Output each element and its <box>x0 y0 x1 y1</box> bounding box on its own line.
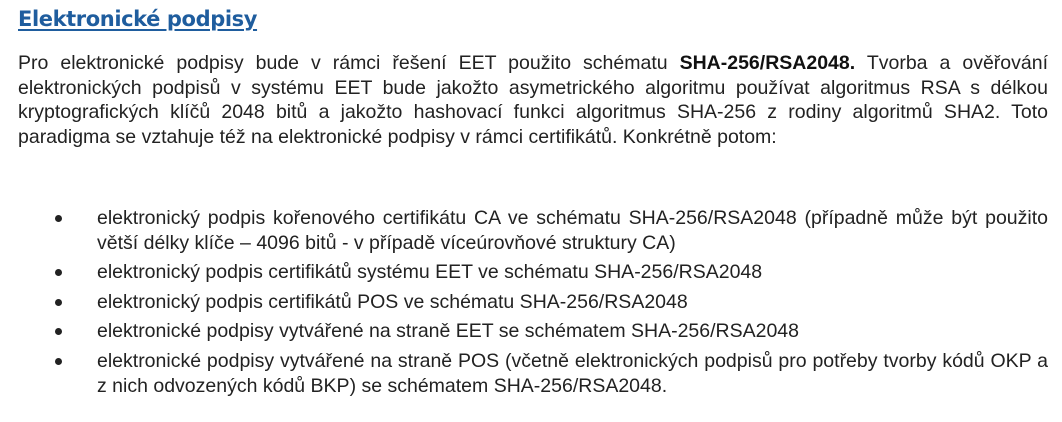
bullet-item-eet-certificates <box>0 260 1048 285</box>
bullet-item-root-ca <box>0 206 1048 255</box>
bullet-dot-icon <box>55 328 62 335</box>
intro-text-start: Pro elektronické podpisy bude v rámci řešení EET použito schématu <box>18 52 680 74</box>
bullet-item-eet-signatures <box>0 319 1048 344</box>
bullet-item-pos-certificates <box>0 290 1048 315</box>
bullet-dot-icon <box>55 299 62 306</box>
bullet-text: elektronické podpisy vytvářené na straně POS (včetně elektronických podpisů pro potřeby tvorby kódů OKP a z nich odvozených kódů BKP) se schématem SHA-256/RSA2048. <box>97 349 1048 397</box>
bullet-item-pos-signatures <box>0 349 1048 398</box>
bullet-dot-icon <box>55 215 62 222</box>
bullet-text: elektronický podpis certifikátů systému EET ve schématu SHA-256/RSA2048 <box>97 261 763 284</box>
bullet-text: elektronický podpis certifikátů POS ve schématu SHA-256/RSA2048 <box>97 290 688 313</box>
section-heading: Elektronické podpisy <box>18 7 258 31</box>
bullet-text: elektronický podpis kořenového certifikátu CA ve schématu SHA-256/RSA2048 (případně může být použito větší délky klíče – 4096 bitů - v případě víceúrovňové struktury CA) <box>97 207 1048 254</box>
bullet-text: elektronické podpisy vytvářené na straně EET se schématem SHA-256/RSA2048 <box>97 320 799 343</box>
intro-paragraph <box>18 51 1048 149</box>
bullet-dot-icon <box>55 358 62 365</box>
bullet-dot-icon <box>55 269 62 276</box>
intro-text-end: Tvorba a ověřování elektronických podpisů v systému EET bude jakožto asymetrického algoritmu používat algoritmus RSA s délkou kryptografických klíčů 2048 bitů a jakožto hashovací funkci algoritmus SHA-256 z rodiny algoritmů SHA2. Toto paradigma se vztahuje též na elektronické podpisy v rámci certifikátů. Konkrétně potom: <box>18 52 1048 148</box>
bullet-list <box>0 206 1062 398</box>
intro-bold-scheme: SHA-256/RSA2048. <box>679 52 856 74</box>
